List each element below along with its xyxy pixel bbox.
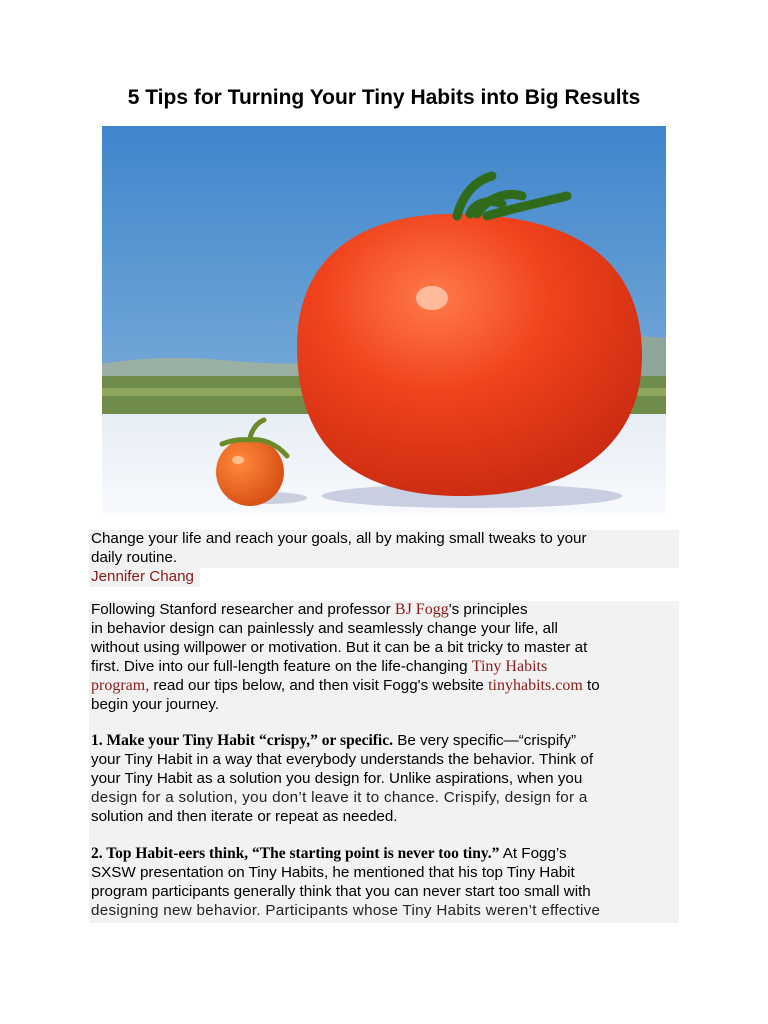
text-line: solution and then iterate or repeat as needed. — [91, 808, 398, 826]
big-tomato — [297, 214, 642, 496]
tinyhabits-website-link[interactable]: tinyhabits.com — [488, 676, 583, 694]
text-run: Following Stanford researcher and professor — [91, 601, 395, 618]
bj-fogg-link[interactable]: BJ Fogg — [394, 601, 449, 618]
article-intro — [89, 530, 679, 587]
text-line: program participants generally think that you can never start too small with — [91, 882, 591, 900]
text-line: begin your journey. — [91, 695, 220, 713]
text-run: to — [582, 676, 600, 694]
text-line: your Tiny Habit as a solution you design for. Unlike aspirations, when you — [91, 770, 583, 788]
text-run: read our tips below, and then visit Fogg's website — [149, 676, 489, 694]
text-run: Be very specific—“crispify” — [392, 732, 577, 750]
tomatoes-illustration — [102, 126, 666, 515]
hero-image-tomatoes — [102, 126, 666, 515]
tip-2 — [89, 845, 679, 921]
text-line: designing new behavior. Participants whose Tiny Habits weren’t effective — [91, 901, 601, 919]
tiny-habits-program-link[interactable]: Tiny Habits — [471, 657, 548, 675]
text-line: without using willpower or motivation. But it can be a bit tricky to master at — [91, 638, 588, 656]
tip-1 — [89, 732, 679, 827]
tip-2-heading: 2. Top Habit-eers think, “The starting point is never too tiny.” — [91, 844, 500, 862]
small-tomato — [216, 438, 284, 506]
text-line: design for a solution, you don’t leave it to chance. Crispify, design for a — [91, 789, 588, 807]
text-line: your Tiny Habit in a way that everybody understands the behavior. Think of — [91, 751, 594, 769]
tiny-habits-program-link[interactable]: program, — [91, 676, 150, 694]
paragraph-intro — [89, 601, 679, 714]
intro-subtitle-line: daily routine. — [91, 548, 178, 566]
small-tomato-highlight — [232, 456, 244, 464]
text-line: SXSW presentation on Tiny Habits, he mentioned that his top Tiny Habit — [91, 863, 575, 881]
article-title: 5 Tips for Turning Your Tiny Habits into Big Results — [127, 86, 641, 109]
author-name-link[interactable]: Jennifer Chang — [91, 567, 195, 585]
text-run: first. Dive into our full-length feature on the life-changing — [91, 657, 472, 675]
text-run: 's principles — [448, 601, 528, 618]
tip-1-heading: 1. Make your Tiny Habit “crispy,” or specific. — [91, 732, 393, 750]
article-body — [89, 601, 679, 923]
text-run: At Fogg’s — [499, 844, 567, 862]
text-line: in behavior design can painlessly and seamlessly change your life, all — [91, 619, 558, 637]
intro-subtitle-line: Change your life and reach your goals, all by making small tweaks to your — [91, 530, 587, 547]
tomato-highlight — [416, 286, 448, 310]
